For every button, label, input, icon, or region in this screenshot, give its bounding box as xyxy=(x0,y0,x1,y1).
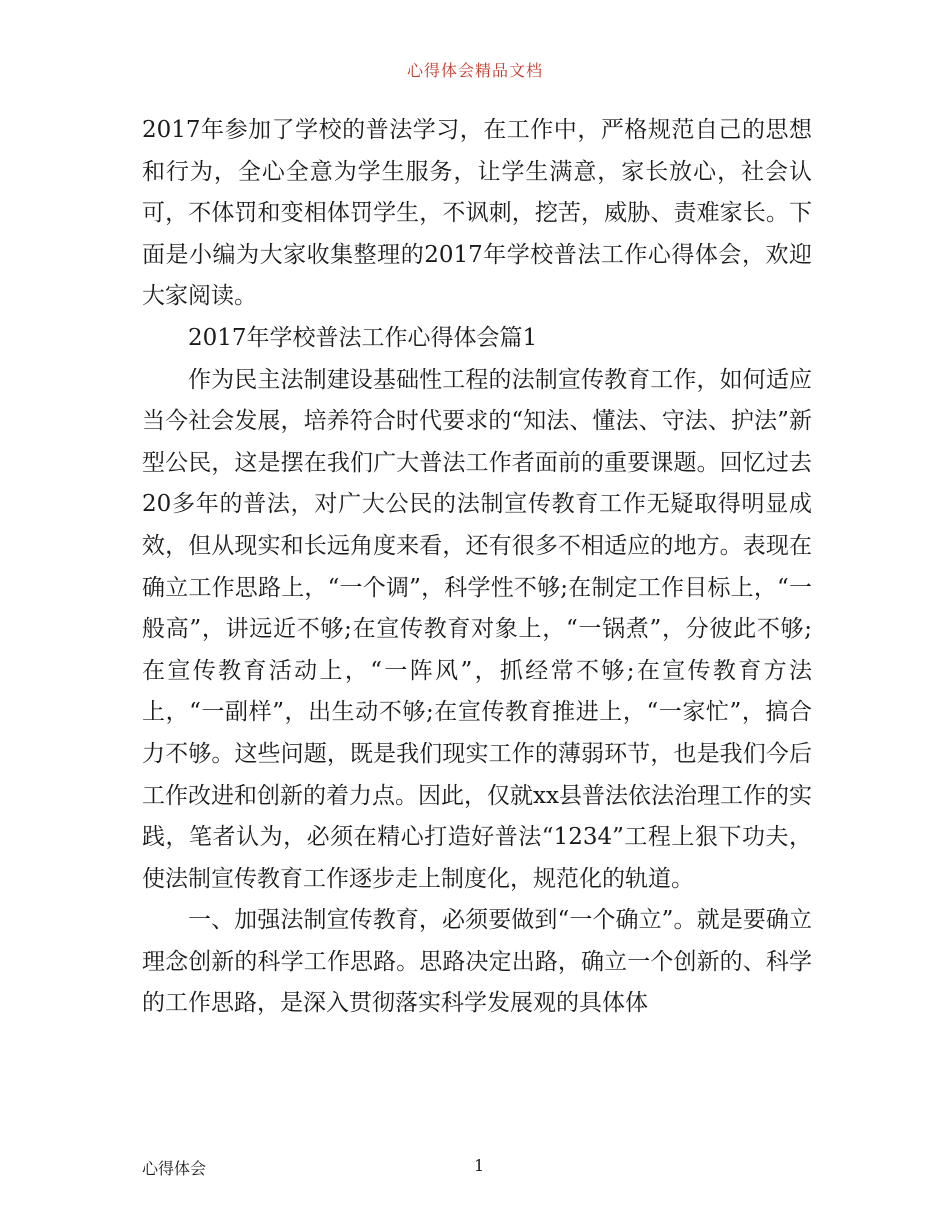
section-heading: 2017年学校普法工作心得体会篇1 xyxy=(188,324,538,351)
document-body xyxy=(142,110,812,1025)
page-header: 心得体会精品文档 xyxy=(406,61,543,80)
body-paragraph: 作为民主法制建设基础性工程的法制宣传教育工作，如何适应当今社会发展，培养符合时代要求的“知法、懂法、守法、护法”新型公民，这是摆在我们广大普法工作者面前的重要课题。回忆过去20多年的普法，对广大公民的法制宣传教育工作无疑取得明显成效，但从现实和长远角度来看，还有很多不相适应的地方。表现在确立工作思路上，“一个调”，科学性不够;在制定工作目标上，“一般高”，讲远近不够;在宣传教育对象上，“一锅煮”，分彼此不够;在宣传教育活动上，“一阵风”，抓经常不够;在宣传教育方法上，“一副样”，出生动不够;在宣传教育推进上，“一家忙”，搞合力不够。这些问题，既是我们现实工作的薄弱环节，也是我们今后工作改进和创新的着力点。因此，仅就xx县普法依法治理工作的实践，笔者认为，必须在精心打造好普法“1234”工程上狠下功夫，使法制宣传教育工作逐步走上制度化，规范化的轨道。 xyxy=(142,366,812,892)
page-number: 1 xyxy=(474,1156,485,1175)
page-footer xyxy=(142,1156,812,1180)
intro-paragraph: 2017年参加了学校的普法学习，在工作中，严格规范自己的思想和行为，全心全意为学生服务，让学生满意，家长放心，社会认可，不体罚和变相体罚学生，不讽刺，挖苦，威胁、责难家长。下面是小编为大家收集整理的2017年学校普法工作心得体会，欢迎大家阅读。 xyxy=(142,117,812,310)
body-paragraph: 一、加强法制宣传教育，必须要做到“一个确立”。就是要确立理念创新的科学工作思路。思路决定出路，确立一个创新的、科学的工作思路，是深入贯彻落实科学发展观的具体体 xyxy=(142,907,812,1017)
footer-label: 心得体会 xyxy=(142,1159,207,1178)
